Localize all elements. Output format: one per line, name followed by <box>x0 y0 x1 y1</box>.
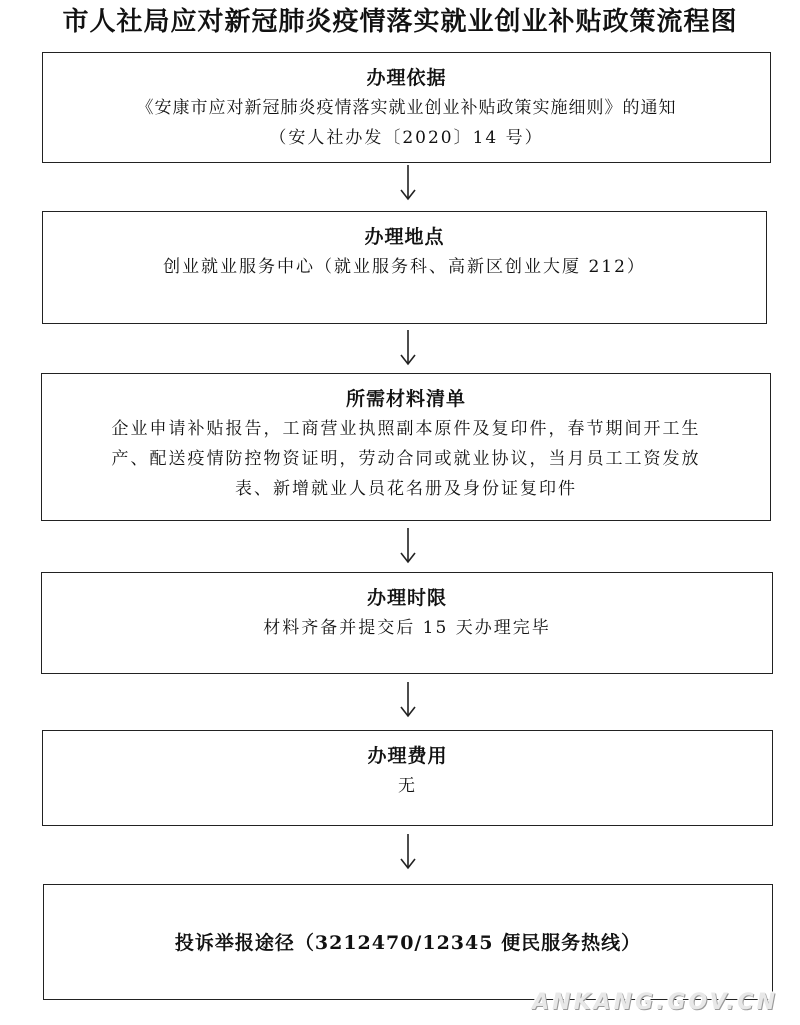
down-arrow-icon <box>398 834 418 870</box>
down-arrow-icon <box>398 682 418 718</box>
flowchart-title: 市人社局应对新冠肺炎疫情落实就业创业补贴政策流程图 <box>62 7 738 37</box>
down-arrow-icon <box>398 330 418 366</box>
step-time-limit-box <box>41 572 773 674</box>
step-time-limit-line: 材料齐备并提交后 15 天办理完毕 <box>263 618 551 638</box>
step-materials-box <box>41 373 771 521</box>
step-materials-heading: 所需材料清单 <box>345 388 466 410</box>
step-basis-line: （安人社办发〔2020〕14 号） <box>269 128 544 148</box>
step-location-line: 创业就业服务中心（就业服务科、高新区创业大厦 212） <box>163 257 646 277</box>
step-basis-line: 《安康市应对新冠肺炎疫情落实就业创业补贴政策实施细则》的通知 <box>136 98 677 118</box>
step-basis-box <box>42 52 771 163</box>
step-location-box <box>42 211 767 324</box>
step-basis-heading: 办理依据 <box>366 67 447 89</box>
step-complaint-box <box>43 884 773 1000</box>
down-arrow-icon <box>398 528 418 564</box>
step-materials-line: 表、新增就业人员花名册及身份证复印件 <box>235 479 577 499</box>
step-complaint-heading: 投诉举报途径（3212470/12345 便民服务热线） <box>174 932 642 954</box>
step-time-limit-heading: 办理时限 <box>366 587 447 609</box>
step-fee-heading: 办理费用 <box>367 745 448 767</box>
down-arrow-icon <box>398 165 418 201</box>
step-materials-line: 产、配送疫情防控物资证明，劳动合同或就业协议，当月员工工资发放 <box>111 449 701 469</box>
step-fee-line: 无 <box>398 776 417 796</box>
step-materials-line: 企业申请补贴报告，工商营业执照副本原件及复印件，春节期间开工生 <box>111 419 701 439</box>
step-location-heading: 办理地点 <box>364 226 445 248</box>
step-fee-box <box>42 730 773 826</box>
site-watermark: ANKANG.GOV.CN <box>532 990 778 1015</box>
